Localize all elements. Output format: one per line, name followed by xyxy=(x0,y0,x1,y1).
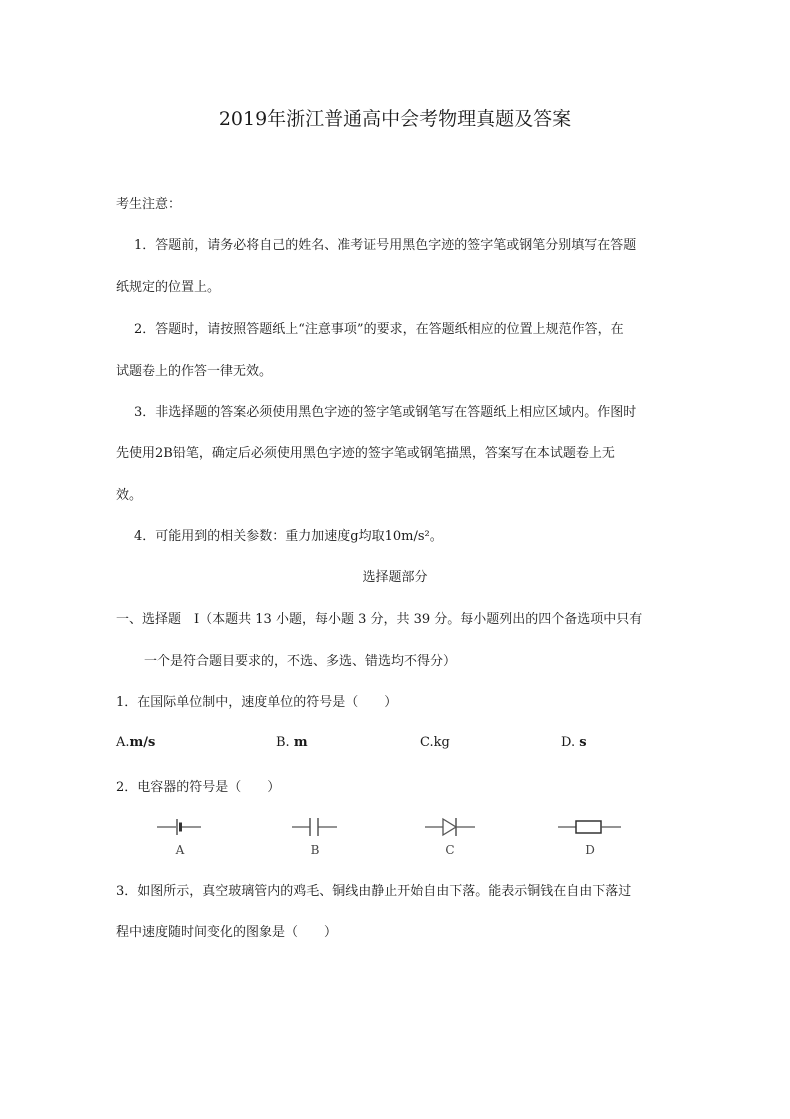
symbol-label-c: C xyxy=(445,843,455,857)
question-3-stem-cont: 程中速度随时间变化的图象是（ ） xyxy=(116,925,338,940)
notice-line: 先使用2B铅笔，确定后必须使用黑色字迹的签字笔或钢笔描黑，答案写在本试题卷上无 xyxy=(116,446,615,461)
notice-line: 2．答题时，请按照答题纸上“注意事项”的要求，在答题纸相应的位置上规范作答，在 xyxy=(134,322,624,337)
notice-line: 1．答题前，请务必将自己的姓名、准考证号用黑色字迹的签字笔或钢笔分别填写在答题 xyxy=(134,238,637,253)
symbol-option-d xyxy=(556,814,624,844)
question-1-option-c: C.kg xyxy=(420,735,450,750)
notice-line: 4．可能用到的相关参数：重力加速度g均取10m/s²。 xyxy=(134,529,443,544)
notice-heading: 考生注意： xyxy=(116,197,182,212)
symbol-option-b xyxy=(290,814,340,844)
question-1-option-b: B. m xyxy=(276,735,308,750)
question-1-option-d: D. s xyxy=(561,735,587,750)
notice-line: 试题卷上的作答一律无效。 xyxy=(116,364,273,379)
notice-line: 3．非选择题的答案必须使用黑色字迹的签字笔或钢笔写在答题纸上相应区域内。作图时 xyxy=(134,405,637,420)
section-title: 选择题部分 xyxy=(362,570,428,585)
page-title: 2019年浙江普通高中会考物理真题及答案 xyxy=(218,108,572,130)
battery-symbol-icon xyxy=(155,814,205,840)
resistor-symbol-icon xyxy=(556,814,624,840)
symbol-option-a xyxy=(155,814,205,844)
diode-symbol-icon xyxy=(423,814,478,840)
part-one-instructions: 一、选择题 I（本题共 13 小题，每小题 3 分，共 39 分。每小题列出的四个备选项中只有 xyxy=(116,612,643,627)
notice-line: 效。 xyxy=(116,488,143,503)
symbol-option-c xyxy=(423,814,478,844)
symbol-label-d: D xyxy=(585,843,595,857)
capacitor-symbol-icon xyxy=(290,814,340,840)
symbol-label-a: A xyxy=(175,843,185,857)
question-1-option-a: A.m/s xyxy=(116,735,156,750)
part-one-instructions-cont: 一个是符合题目要求的，不选、多选、错选均不得分） xyxy=(144,654,457,669)
question-1-stem: 1．在国际单位制中，速度单位的符号是（ ） xyxy=(116,695,398,710)
notice-line: 纸规定的位置上。 xyxy=(116,280,221,295)
question-2-stem: 2．电容器的符号是（ ） xyxy=(116,780,281,795)
symbol-label-b: B xyxy=(310,843,320,857)
question-3-stem: 3．如图所示，真空玻璃管内的鸡毛、铜线由静止开始自由下落。能表示铜钱在自由下落过 xyxy=(116,884,632,899)
